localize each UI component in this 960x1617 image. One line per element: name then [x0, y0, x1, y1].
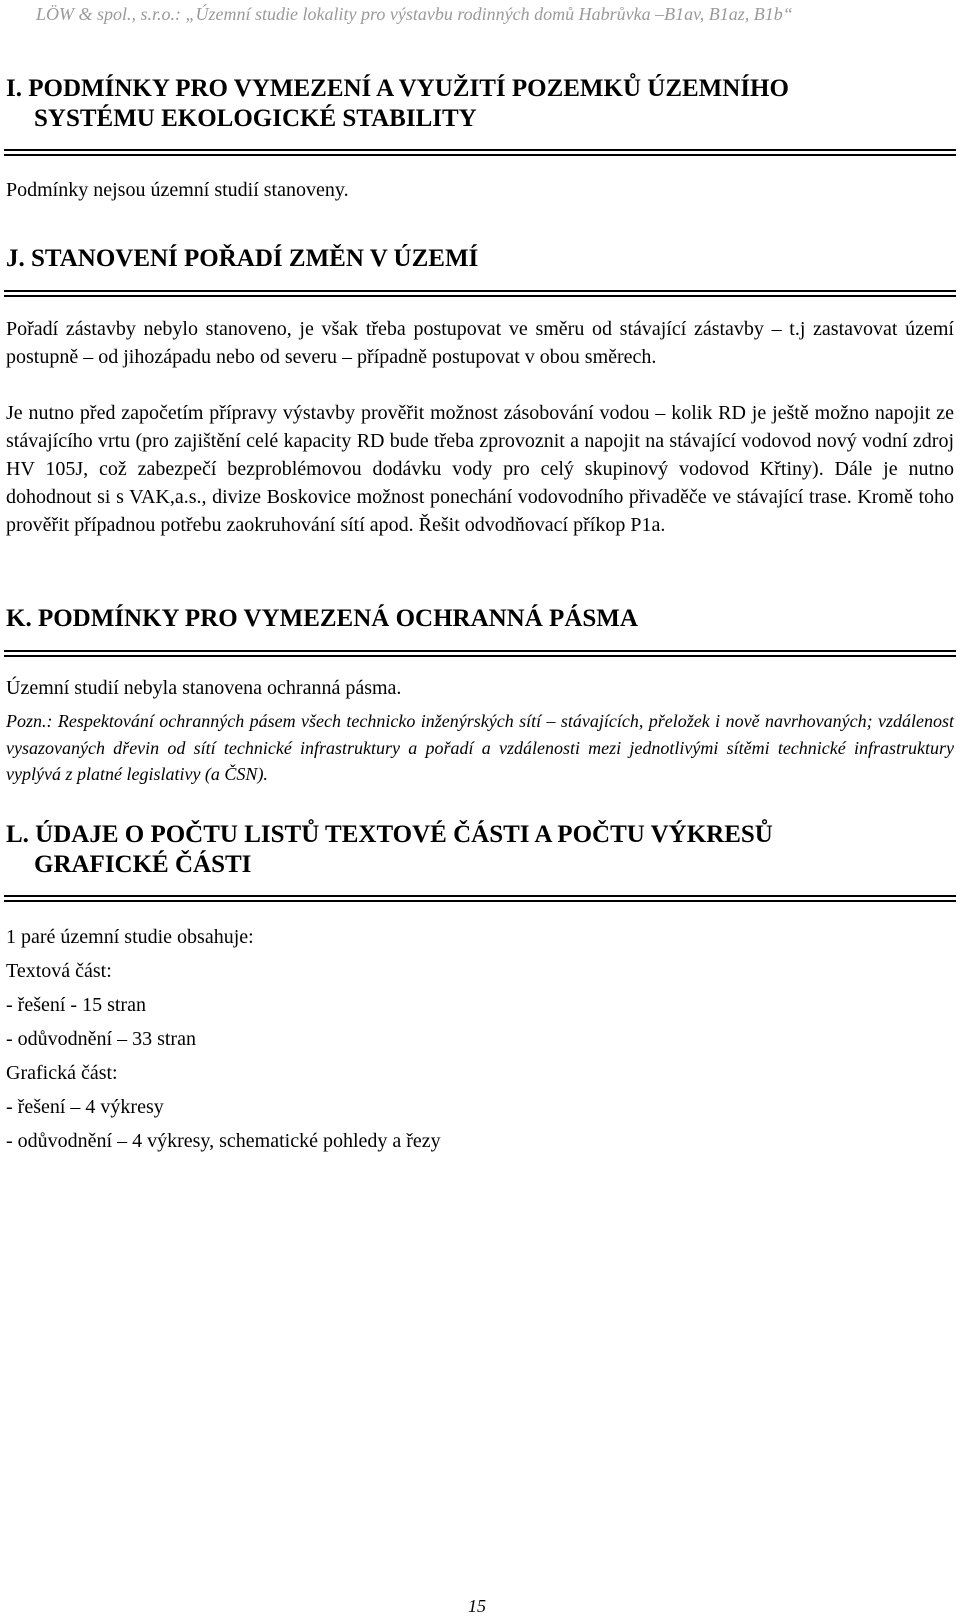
section-l-title-line2: GRAFICKÉ ČÁSTI: [34, 851, 252, 878]
contents-line: - odůvodnění – 33 stran: [6, 1028, 196, 1050]
double-rule-separator: [4, 287, 956, 301]
section-k-note: [6, 708, 954, 788]
double-rule-separator: [4, 647, 956, 661]
section-k-text: Územní studií nebyla stanovena ochranná pásma.: [6, 677, 402, 699]
section-i-text: Podmínky nejsou územní studií stanoveny.: [6, 179, 349, 201]
contents-line: - řešení - 15 stran: [6, 994, 146, 1016]
running-header: LÖW & spol., s.r.o.: „Územní studie lokality pro výstavbu rodinných domů Habrůvka –B1av, B1az, B1b“: [36, 4, 793, 24]
section-l-title-line1: L. ÚDAJE O POČTU LISTŮ TEXTOVÉ ČÁSTI A POČTU VÝKRESŮ: [6, 821, 773, 848]
section-j-paragraph-1: Pořadí zástavby nebylo stanoveno, je však třeba postupovat ve směru od stávající zástavby – t.j zastavovat území postupně – od jihozápadu nebo od severu – případně postupovat v obou směrech.: [6, 318, 954, 368]
section-j-heading: J. STANOVENÍ POŘADÍ ZMĚN V ÚZEMÍ: [6, 245, 479, 272]
section-i-title-line1: I. PODMÍNKY PRO VYMEZENÍ A VYUŽITÍ POZEMKŮ ÚZEMNÍHO: [6, 75, 789, 102]
page-number: 15: [468, 1596, 486, 1616]
section-j-paragraph-2: Je nutno před započetím přípravy výstavby prověřit možnost zásobování vodou – kolik RD je ještě možno napojit ze stávajícího vrtu (pro zajištění celé kapacity RD bude třeba zprovoznit a napojit na stávající vodovod nový vodní zdroj HV 105J, což zabezpečí bezproblémovou dodávku vody pro celý skupinový vodovod Křtiny). Dále je nutno dohodnout si s VAK,a.s., divize Boskovice možnost ponechání vodovodního přivaděče ve stávající trase. Kromě toho prověřit případnou potřebu zaokruhování sítí apod. Řešit odvodňovací příkop P1a.: [6, 402, 954, 536]
note-text: : Respektování ochranných pásem všech technicko inženýrských sítí – stávajících, přeložek i nově navrhovaných; vzdálenost vysazovaných dřevin od sítí technické infrastruktury a pořadí a vzdálenosti mezi jednotlivými sítěmi technické infrastruktury vyplývá z platné legislativy (a ČSN).: [6, 711, 954, 784]
contents-line: 1 paré územní studie obsahuje:: [6, 926, 254, 948]
contents-line: - řešení – 4 výkresy: [6, 1096, 164, 1118]
contents-line: Grafická část:: [6, 1062, 118, 1084]
section-i-heading: [6, 74, 789, 134]
section-l-heading: [6, 820, 773, 880]
note-lead: Pozn.: [6, 711, 47, 731]
double-rule-separator: [4, 146, 956, 160]
double-rule-separator: [4, 892, 956, 906]
section-k-heading: K. PODMÍNKY PRO VYMEZENÁ OCHRANNÁ PÁSMA: [6, 605, 638, 632]
contents-line: - odůvodnění – 4 výkresy, schematické pohledy a řezy: [6, 1130, 441, 1152]
contents-line: Textová část:: [6, 960, 112, 982]
section-i-title-line2: SYSTÉMU EKOLOGICKÉ STABILITY: [34, 105, 477, 132]
